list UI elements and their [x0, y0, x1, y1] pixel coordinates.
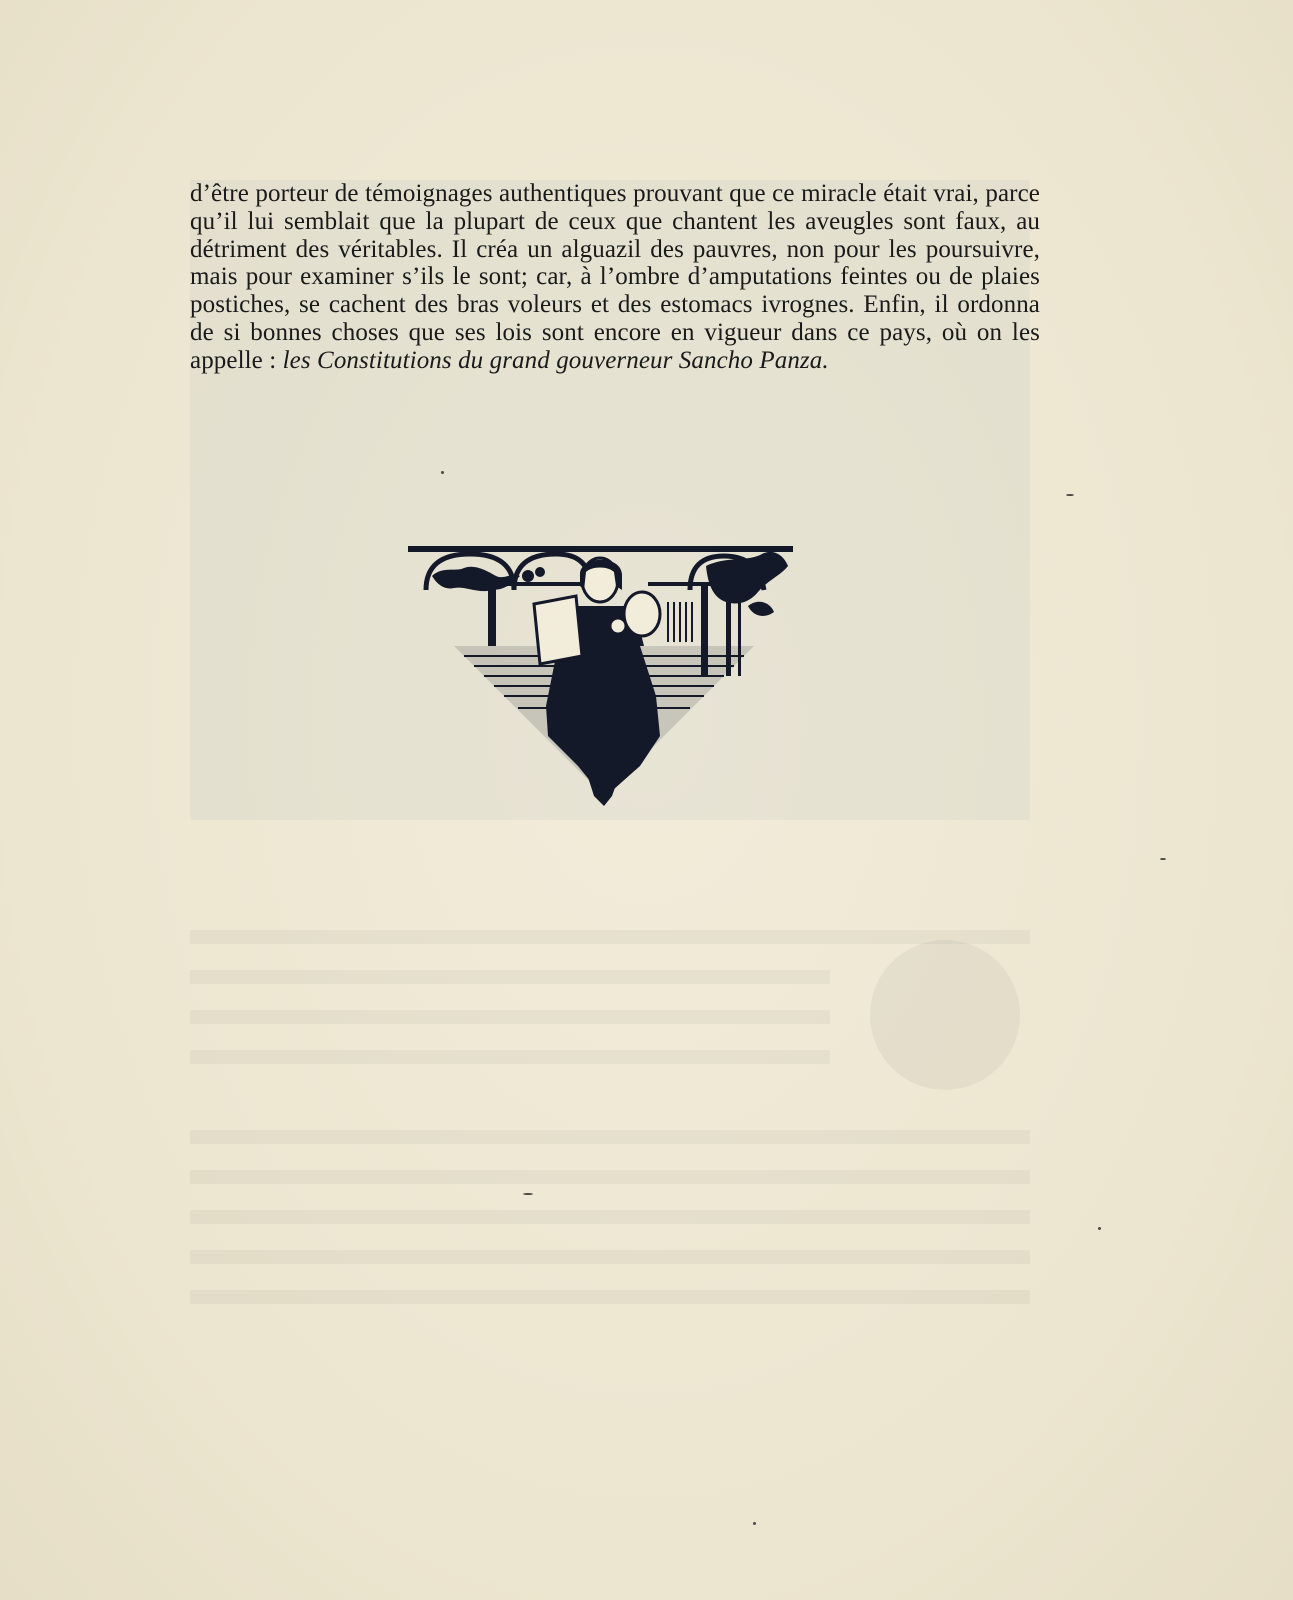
body-paragraph — [190, 180, 1040, 375]
showthrough-line — [190, 1010, 830, 1024]
showthrough-line — [190, 1050, 830, 1064]
showthrough-line — [190, 1170, 1030, 1184]
paper-speck — [441, 471, 444, 474]
paragraph-italic-title: les Constitutions du grand gouverneur Sancho Panza. — [282, 346, 829, 374]
showthrough-line — [190, 970, 830, 984]
showthrough-line — [190, 1290, 1030, 1304]
showthrough-ornament — [870, 940, 1020, 1090]
paper-speck — [1066, 494, 1074, 496]
paper-speck — [753, 1522, 756, 1525]
showthrough-line — [190, 930, 1030, 944]
showthrough-line — [190, 1210, 1030, 1224]
paragraph-text: d’être porteur de témoignages authentiques prouvant que ce miracle était vrai, parce qu’il lui semblait que la plupart de ceux que chantent les aveugles sont faux, au détriment des véritables. Il créa un alguazil des pauvres, non pour les poursuivre, mais pour examiner s’ils le sont; car, à l’ombre d’amputations feintes ou de plaies postiches, se cachent des bras voleurs et des estomacs ivrognes. Enfin, il ordonna de si bonnes choses que ses lois sont encore en vigueur dans ce pays, où on les appelle : — [190, 180, 1040, 374]
paper-speck — [1098, 1227, 1101, 1230]
vignette-illustration-icon — [408, 546, 800, 816]
showthrough-line — [190, 1250, 1030, 1264]
paper-speck — [523, 1193, 533, 1195]
paper-speck — [1160, 858, 1166, 860]
showthrough-line — [190, 1130, 1030, 1144]
